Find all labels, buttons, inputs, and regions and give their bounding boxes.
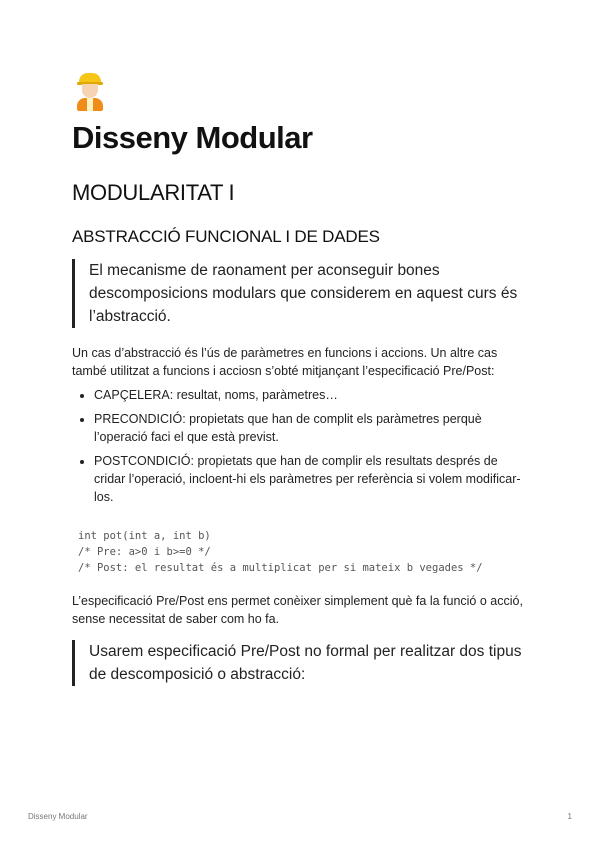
code-block (72, 528, 532, 576)
list-item: • POSTCONDICIÓ: propietats que han de complir els resultats després de cridar l’operació, incloent-hi els paràmetres per referència si volem modificar-los. (94, 452, 532, 506)
section-heading: MODULARITAT I (72, 180, 235, 205)
code-line: /* Pre: a>0 i b>=0 */ (78, 546, 211, 558)
subsection-heading: ABSTRACCIÓ FUNCIONAL I DE DADES (72, 227, 380, 246)
paragraph-pre-post: L’especificació Pre/Post ens permet conèixer simplement què fa la funció o acció, sense necessitat de saber com ho fa. (72, 594, 523, 626)
quote-decomposition: Usarem especificació Pre/Post no formal per realitzar dos tipus de descomposició o abstracció: (72, 640, 532, 686)
footer-title: Disseny Modular (28, 812, 88, 821)
quote-abstraction: El mecanisme de raonament per aconseguir bones descomposicions modulars que considerem en aquest curs és l’abstracció. (72, 259, 532, 328)
spec-list (72, 386, 532, 506)
construction-worker-icon (76, 72, 104, 112)
code-line: int pot(int a, int b) (78, 530, 211, 542)
paragraph-abstraction-cases: Un cas d’abstracció és l’ús de paràmetres en funcions i accions. Un altre cas també utilitzat a funcions i acciosn s’obté mitjançant l’especificació Pre/Post: (72, 346, 498, 378)
document-page (72, 72, 532, 686)
list-item: • PRECONDICIÓ: propietats que han de complit els paràmetres perquè l’operació faci el que està previst. (94, 410, 532, 446)
code-line: /* Post: el resultat és a multiplicat per si mateix b vegades */ (78, 562, 483, 574)
list-item: • CAPÇELERA: resultat, noms, paràmetres… (94, 386, 532, 404)
page-number: 1 (567, 812, 572, 821)
page-title: Disseny Modular (72, 120, 313, 155)
